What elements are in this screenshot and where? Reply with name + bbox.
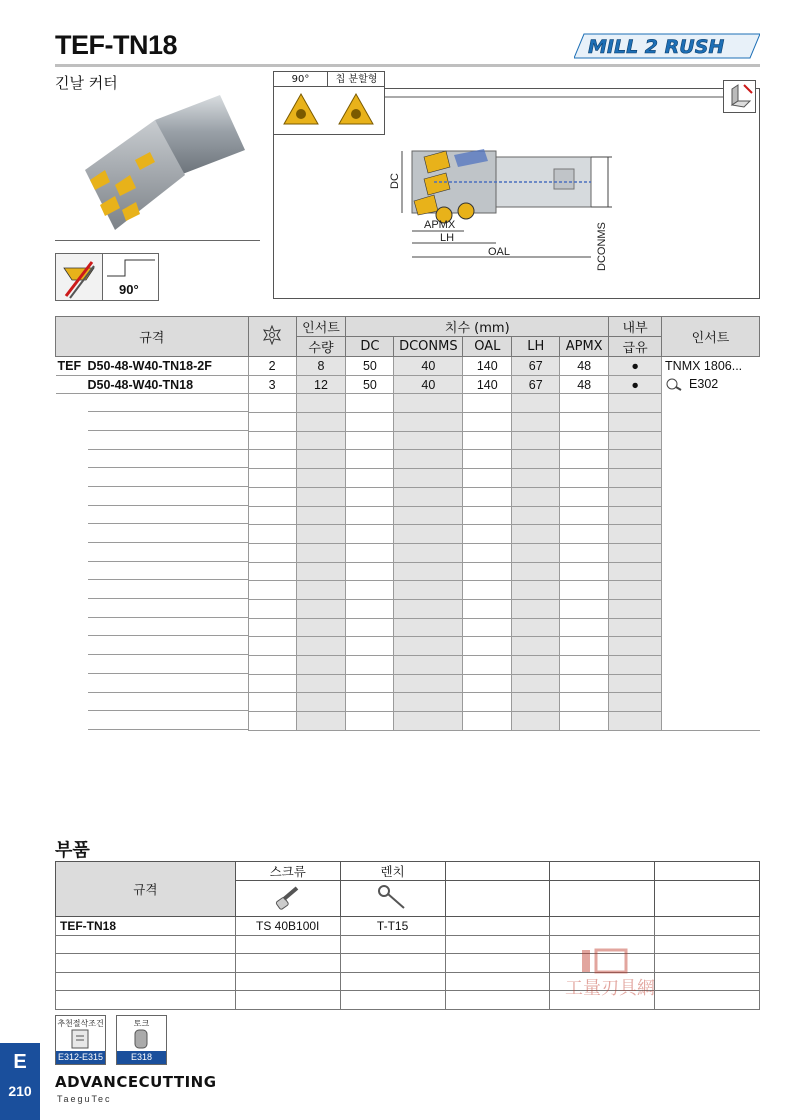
cell-oal [463, 469, 512, 488]
cell-apmx [560, 599, 609, 618]
brand-logo: ADVANCECUTTING [55, 1073, 217, 1091]
spec-cell [56, 562, 249, 581]
cell-teeth [248, 581, 296, 600]
cell-qty [296, 394, 346, 413]
cell-apmx [560, 469, 609, 488]
cell-dconms: 40 [394, 375, 463, 394]
parts-cell-e2 [550, 917, 655, 936]
cell-qty: 12 [296, 375, 346, 394]
watermark [540, 948, 680, 1008]
apmx-label: APMX [424, 219, 456, 231]
insert-shapes [274, 88, 384, 134]
table-row [56, 693, 760, 712]
image-divider [55, 240, 260, 241]
spec-cell [56, 656, 249, 675]
header-qty-2: 수량 [296, 337, 346, 357]
spec-cell [56, 450, 249, 469]
cell-lh [512, 618, 560, 637]
parts-cell-wrench [340, 954, 445, 973]
cell-coolant: ● [609, 375, 662, 394]
cell-teeth: 3 [248, 375, 296, 394]
cell-teeth [248, 450, 296, 469]
cell-coolant [609, 693, 662, 712]
cell-dc [346, 469, 394, 488]
cell-qty: 8 [296, 357, 346, 376]
cell-teeth [248, 637, 296, 656]
cell-apmx [560, 581, 609, 600]
cell-dc [346, 618, 394, 637]
screw-icon [235, 881, 340, 917]
cell-dconms [394, 693, 463, 712]
header-insert: 인서트 [662, 317, 760, 357]
spec-cell [56, 543, 249, 562]
parts-cell-screw: TS 40B100I [235, 917, 340, 936]
cell-qty [296, 525, 346, 544]
cell-lh [512, 562, 560, 581]
cell-qty [296, 712, 346, 731]
section-tab [0, 1043, 40, 1120]
cell-oal [463, 525, 512, 544]
table-row [56, 712, 760, 731]
magnifier-icon [665, 377, 683, 391]
cell-apmx [560, 525, 609, 544]
cell-qty [296, 431, 346, 450]
cell-dc [346, 599, 394, 618]
parts-cell-screw [235, 991, 340, 1010]
cell-lh [512, 712, 560, 731]
parts-cell-e3 [655, 917, 760, 936]
cell-lh [512, 543, 560, 562]
section-letter: E [13, 1051, 27, 1073]
insert-name: TNMX 1806... [665, 359, 743, 373]
spec-cell [56, 674, 249, 693]
watermark-text: 工量刃具網 [565, 978, 655, 999]
cell-dconms [394, 413, 463, 432]
cell-dc [346, 712, 394, 731]
cell-dc [346, 413, 394, 432]
spec-code: D50-48-W40-TN18 [87, 377, 194, 392]
cell-teeth [248, 506, 296, 525]
header-oal: OAL [463, 337, 512, 357]
table-row [56, 431, 760, 450]
spec-cell [56, 637, 249, 656]
cell-teeth [248, 413, 296, 432]
cell-oal [463, 450, 512, 469]
parts-header-empty [655, 862, 760, 881]
cell-apmx [560, 413, 609, 432]
cell-coolant [609, 581, 662, 600]
parts-title: 부품 [55, 840, 90, 861]
cell-dconms [394, 543, 463, 562]
parts-header-empty [550, 862, 655, 881]
cell-qty [296, 543, 346, 562]
spec-prefix: TEF [57, 358, 82, 373]
cell-teeth [248, 525, 296, 544]
cell-dc [346, 693, 394, 712]
book-icon [56, 1028, 105, 1050]
oal-label: OAL [488, 246, 511, 258]
cell-coolant [609, 506, 662, 525]
table-row [56, 656, 760, 675]
parts-cell-screw [235, 954, 340, 973]
header-qty-1: 인서트 [296, 317, 346, 337]
table-row [56, 618, 760, 637]
title-divider [55, 64, 760, 67]
cell-oal: 140 [463, 357, 512, 376]
cell-teeth [248, 562, 296, 581]
parts-row [56, 917, 760, 936]
spec-cell [56, 525, 249, 544]
header-apmx: APMX [560, 337, 609, 357]
spec-cell [56, 469, 249, 488]
cell-apmx [560, 712, 609, 731]
cell-lh [512, 581, 560, 600]
cell-apmx [560, 543, 609, 562]
cell-lh [512, 469, 560, 488]
table-row [56, 487, 760, 506]
parts-cell-screw [235, 972, 340, 991]
cell-dconms [394, 525, 463, 544]
cutting-conditions-ref[interactable] [55, 1015, 106, 1065]
cell-lh [512, 656, 560, 675]
insert-header-chipbreaker: 칩 분할형 [328, 72, 385, 87]
spec-code: D50-48-W40-TN18-2F [87, 358, 212, 373]
cell-oal [463, 543, 512, 562]
cutter-photo [60, 90, 260, 240]
header-teeth [248, 317, 296, 357]
parts-cell-e1 [445, 972, 550, 991]
cell-teeth [248, 656, 296, 675]
parts-cell-e1 [445, 917, 550, 936]
page-title: TEF-TN18 [55, 30, 178, 60]
header-coolant-1: 내부 [609, 317, 662, 337]
cell-dc [346, 637, 394, 656]
cell-lh [512, 394, 560, 413]
cell-dc [346, 487, 394, 506]
teeth-count-icon [262, 325, 282, 345]
cell-lh [512, 487, 560, 506]
parts-cell-spec [56, 935, 236, 954]
cell-lh [512, 506, 560, 525]
parts-header-empty [655, 881, 760, 917]
cell-dconms [394, 618, 463, 637]
cell-lh: 67 [512, 357, 560, 376]
cell-apmx [560, 562, 609, 581]
spec-cell [56, 357, 249, 376]
parts-cell-spec [56, 991, 236, 1010]
header-coolant-2: 급유 [609, 337, 662, 357]
parts-cell-e1 [445, 991, 550, 1010]
torque-ref[interactable] [116, 1015, 167, 1065]
cell-oal [463, 693, 512, 712]
cell-dconms [394, 469, 463, 488]
page-subtitle: 긴날 커터 [55, 74, 118, 92]
cell-teeth [248, 599, 296, 618]
spec-cell [56, 581, 249, 600]
cell-dc [346, 656, 394, 675]
cell-qty [296, 450, 346, 469]
cell-coolant [609, 525, 662, 544]
spec-cell [56, 712, 249, 731]
cell-coolant [609, 712, 662, 731]
cell-dconms [394, 450, 463, 469]
cell-oal [463, 394, 512, 413]
cell-qty [296, 674, 346, 693]
cell-dc [346, 581, 394, 600]
brand-subtitle: TaeguTec [57, 1094, 112, 1104]
parts-cell-spec: TEF-TN18 [56, 917, 236, 936]
cell-coolant [609, 487, 662, 506]
cell-qty [296, 599, 346, 618]
dconms-label: DCONMS [596, 222, 608, 271]
table-row [56, 543, 760, 562]
face-mill-icon [723, 80, 756, 113]
cell-lh: 67 [512, 375, 560, 394]
spec-cell [56, 599, 249, 618]
parts-header-empty [445, 862, 550, 881]
cell-coolant [609, 674, 662, 693]
ref-badge: E318 [117, 1051, 166, 1064]
cell-oal [463, 431, 512, 450]
spec-cell [56, 618, 249, 637]
parts-cell-e1 [445, 954, 550, 973]
cell-dconms: 40 [394, 357, 463, 376]
header-lh: LH [512, 337, 560, 357]
cell-dc: 50 [346, 357, 394, 376]
cell-dconms [394, 506, 463, 525]
cell-dconms [394, 674, 463, 693]
cell-dc [346, 450, 394, 469]
table-row [56, 357, 760, 376]
insert-type-box [273, 71, 385, 135]
cell-apmx: 48 [560, 357, 609, 376]
table-row [56, 525, 760, 544]
parts-cell-e1 [445, 935, 550, 954]
header-dconms: DCONMS [394, 337, 463, 357]
table-row [56, 469, 760, 488]
spec-cell [56, 487, 249, 506]
cell-dc [346, 562, 394, 581]
spec-cell [56, 413, 249, 432]
cell-dconms [394, 656, 463, 675]
cell-teeth [248, 674, 296, 693]
cell-qty [296, 413, 346, 432]
cell-dconms [394, 712, 463, 731]
cell-lh [512, 599, 560, 618]
cell-oal [463, 656, 512, 675]
parts-cell-wrench [340, 972, 445, 991]
cell-qty [296, 693, 346, 712]
table-row [56, 581, 760, 600]
cell-coolant [609, 413, 662, 432]
cell-coolant [609, 394, 662, 413]
cell-coolant [609, 618, 662, 637]
cell-coolant [609, 562, 662, 581]
cell-dc [346, 543, 394, 562]
logo-text: MILL 2 RUSH [588, 36, 725, 58]
parts-cell-wrench: T-T15 [340, 917, 445, 936]
cell-dconms [394, 599, 463, 618]
header-dc: DC [346, 337, 394, 357]
parts-header-empty [550, 881, 655, 917]
insert-cell [662, 357, 760, 731]
cell-coolant [609, 431, 662, 450]
parts-header-empty [445, 881, 550, 917]
cell-lh [512, 413, 560, 432]
cell-qty [296, 506, 346, 525]
parts-cell-wrench [340, 935, 445, 954]
cell-qty [296, 487, 346, 506]
torque-wrench-icon [117, 1028, 166, 1050]
cell-teeth [248, 712, 296, 731]
parts-header-spec: 규격 [56, 862, 236, 917]
ref-badge: E312-E315 [57, 1052, 104, 1062]
cell-lh [512, 637, 560, 656]
cell-lh [512, 525, 560, 544]
lh-label: LH [440, 232, 455, 244]
cell-coolant [609, 450, 662, 469]
cell-coolant [609, 469, 662, 488]
cell-dconms [394, 562, 463, 581]
table-row [56, 413, 760, 432]
cutting-direction-icon [55, 253, 103, 301]
header-spec: 규격 [56, 317, 249, 357]
cell-lh [512, 674, 560, 693]
cell-qty [296, 637, 346, 656]
cell-oal [463, 487, 512, 506]
cell-apmx [560, 618, 609, 637]
cell-teeth [248, 431, 296, 450]
cell-dconms [394, 581, 463, 600]
cell-dc [346, 394, 394, 413]
cell-apmx [560, 637, 609, 656]
table-row [56, 674, 760, 693]
cell-coolant [609, 637, 662, 656]
cell-oal: 140 [463, 375, 512, 394]
parts-cell-spec [56, 954, 236, 973]
cell-oal [463, 413, 512, 432]
cell-qty [296, 656, 346, 675]
spec-cell [56, 693, 249, 712]
cell-teeth [248, 469, 296, 488]
cell-dconms [394, 637, 463, 656]
insert-header-90: 90° [274, 72, 328, 87]
insert-ref: E302 [689, 377, 719, 391]
dc-label: DC [389, 173, 401, 189]
cell-oal [463, 712, 512, 731]
parts-header-screw: 스크류 [235, 862, 340, 881]
cell-qty [296, 581, 346, 600]
cell-apmx [560, 450, 609, 469]
cell-teeth [248, 618, 296, 637]
cell-qty [296, 562, 346, 581]
spec-table [55, 316, 760, 731]
mill2rush-logo [574, 30, 760, 62]
cell-coolant: ● [609, 357, 662, 376]
cell-dc [346, 431, 394, 450]
spec-cell [56, 506, 249, 525]
cell-teeth: 2 [248, 357, 296, 376]
cell-oal [463, 562, 512, 581]
cell-dconms [394, 487, 463, 506]
table-row [56, 375, 760, 394]
cell-oal [463, 581, 512, 600]
angle-label: 90° [119, 282, 139, 297]
cell-apmx [560, 693, 609, 712]
spec-cell [56, 431, 249, 450]
cell-coolant [609, 599, 662, 618]
table-row [56, 637, 760, 656]
parts-cell-screw [235, 935, 340, 954]
table-row [56, 506, 760, 525]
cell-dc [346, 674, 394, 693]
cell-oal [463, 599, 512, 618]
cell-oal [463, 618, 512, 637]
cell-coolant [609, 656, 662, 675]
page-number: 210 [8, 1083, 32, 1099]
cell-oal [463, 637, 512, 656]
table-row [56, 394, 760, 413]
ref-label: 추천절삭조건 [57, 1019, 104, 1028]
cell-dconms [394, 431, 463, 450]
cell-apmx [560, 506, 609, 525]
cell-teeth [248, 543, 296, 562]
cell-apmx [560, 487, 609, 506]
cell-oal [463, 674, 512, 693]
header-dims: 치수 (mm) [346, 317, 609, 337]
cell-dc [346, 525, 394, 544]
cell-apmx [560, 656, 609, 675]
table-row [56, 450, 760, 469]
cell-dc: 50 [346, 375, 394, 394]
cell-coolant [609, 543, 662, 562]
cell-apmx [560, 431, 609, 450]
spec-cell [56, 394, 249, 413]
cell-lh [512, 450, 560, 469]
cell-dc [346, 506, 394, 525]
cell-apmx: 48 [560, 375, 609, 394]
cell-apmx [560, 394, 609, 413]
cell-lh [512, 693, 560, 712]
spec-cell [56, 375, 249, 394]
table-row [56, 562, 760, 581]
parts-cell-spec [56, 972, 236, 991]
parts-cell-wrench [340, 991, 445, 1010]
cell-teeth [248, 487, 296, 506]
wrench-icon [340, 881, 445, 917]
cell-teeth [248, 693, 296, 712]
ref-label: 토크 [133, 1019, 150, 1028]
insert-ref-link[interactable] [665, 375, 759, 393]
cell-lh [512, 431, 560, 450]
cell-dconms [394, 394, 463, 413]
cell-apmx [560, 674, 609, 693]
angle-90-icon [103, 253, 159, 301]
cell-qty [296, 469, 346, 488]
cell-oal [463, 506, 512, 525]
cell-teeth [248, 394, 296, 413]
cell-qty [296, 618, 346, 637]
parts-header-wrench: 렌치 [340, 862, 445, 881]
table-row [56, 599, 760, 618]
